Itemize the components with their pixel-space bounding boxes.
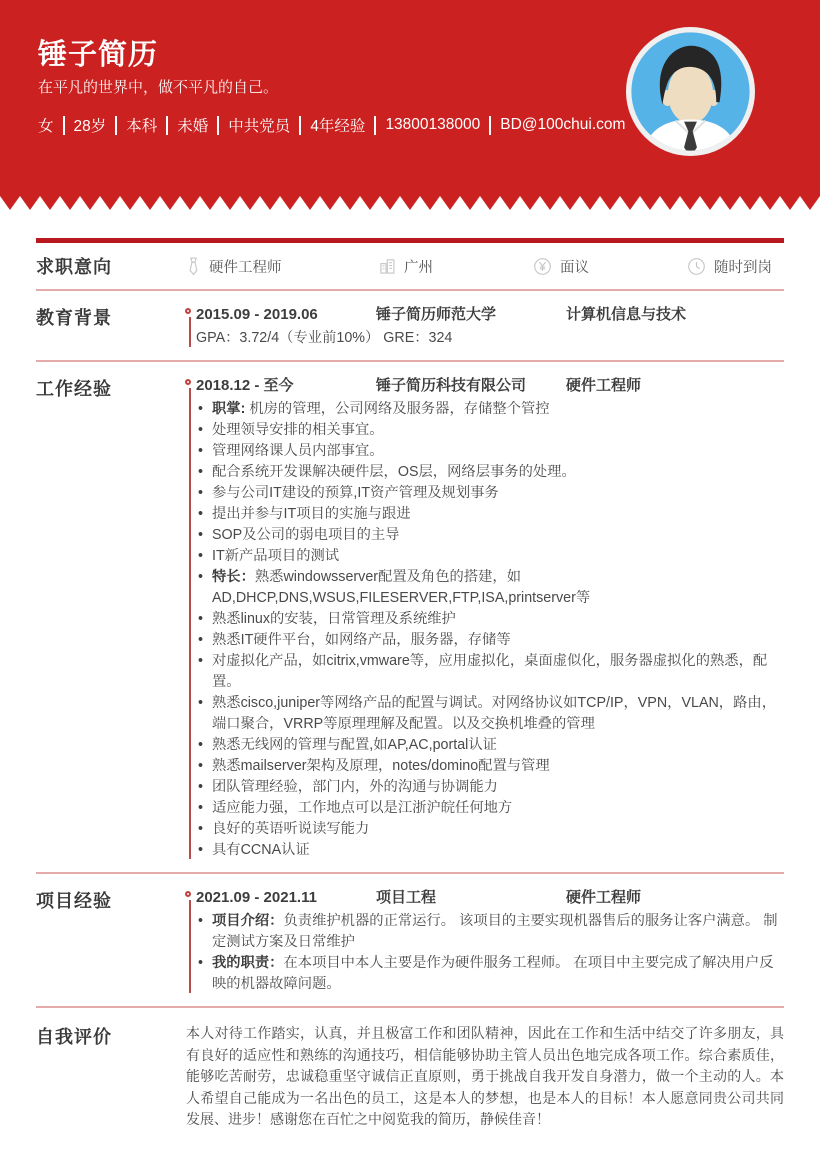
work-bullet bbox=[196, 819, 784, 840]
info-item-phone: 13800138000 bbox=[385, 116, 481, 133]
work-title: 工作经验 bbox=[36, 379, 112, 399]
section-evaluation bbox=[36, 1008, 784, 1131]
work-bullet bbox=[196, 735, 784, 756]
bullet-text: 具有CCNA认证 bbox=[212, 842, 310, 858]
intent-label: 随时到岗 bbox=[714, 259, 772, 276]
work-bullets bbox=[196, 399, 784, 861]
work-bullet bbox=[196, 525, 784, 546]
info-item-age: 28岁 bbox=[73, 118, 107, 135]
timeline-line bbox=[189, 900, 191, 993]
timeline-line bbox=[189, 317, 191, 347]
timeline-dot bbox=[185, 379, 191, 385]
work-bullet bbox=[196, 441, 784, 462]
bullet-text: 熟悉IT硬件平台，如网络产品，服务器，存储等 bbox=[212, 632, 511, 648]
intent-items bbox=[186, 256, 784, 277]
avatar-image bbox=[626, 27, 755, 156]
tie-icon bbox=[186, 257, 201, 276]
bullet-text: 熟悉linux的安装，日常管理及系统维护 bbox=[212, 611, 456, 627]
work-period: 2018.12 - 至今 bbox=[196, 377, 294, 394]
bullet-text: 熟悉cisco,juniper等网络产品的配置与调试。对网络协议如TCP/IP，VPN，VLAN，路由，端口聚合，VRRP等原理理解及配置。以及交换机堆叠的管理 bbox=[212, 695, 776, 732]
work-bullet bbox=[196, 567, 784, 609]
work-bullet bbox=[196, 777, 784, 798]
bullet-text: 负责维护机器的正常运行。 该项目的主要实现机器售后的服务让客户满意。 制定测试方案及日常维护 bbox=[212, 913, 778, 950]
timeline-dot bbox=[185, 308, 191, 314]
bullet-text: 在本项目中本人主要是作为硬件服务工程师。 在项目中主要完成了解决用户反映的机器故障问题。 bbox=[212, 955, 774, 992]
project-title: 项目经验 bbox=[36, 891, 112, 911]
project-timeline bbox=[186, 887, 784, 995]
project-name: 项目工程 bbox=[376, 889, 437, 906]
info-item-party: 中共党员 bbox=[228, 118, 291, 135]
info-divider bbox=[166, 116, 168, 135]
bullet-text: IT新产品项目的测试 bbox=[212, 548, 340, 564]
bullet-text: SOP及公司的弱电项目的主导 bbox=[212, 527, 400, 543]
info-item-marital: 未婚 bbox=[177, 118, 209, 135]
work-bullet bbox=[196, 483, 784, 504]
resume-slogan: 在平凡的世界中，做不平凡的自己。 bbox=[38, 79, 279, 96]
intent-label: 面议 bbox=[560, 259, 589, 276]
zigzag-border bbox=[0, 196, 820, 210]
bullet-text: 参与公司IT建设的预算,IT资产管理及规划事务 bbox=[212, 485, 499, 501]
work-bullet bbox=[196, 798, 784, 819]
work-entry-head bbox=[196, 375, 784, 396]
bullet-text: 适应能力强，工作地点可以是江浙沪皖任何地方 bbox=[212, 800, 513, 816]
personal-info-row bbox=[38, 114, 625, 136]
avatar bbox=[626, 27, 755, 156]
section-project bbox=[36, 874, 784, 1008]
education-period: 2015.09 - 2019.06 bbox=[196, 306, 318, 323]
yuan-icon bbox=[533, 257, 552, 276]
info-divider bbox=[489, 116, 491, 135]
work-bullet bbox=[196, 756, 784, 777]
intent-label: 广州 bbox=[404, 259, 433, 276]
project-period: 2021.09 - 2021.11 bbox=[196, 889, 317, 906]
work-bullet bbox=[196, 462, 784, 483]
bullet-text: 提出并参与IT项目的实施与跟进 bbox=[212, 506, 411, 522]
work-bullet bbox=[196, 420, 784, 441]
project-bullets bbox=[196, 911, 784, 995]
intent-title: 求职意向 bbox=[36, 257, 112, 277]
intent-item-availability bbox=[687, 256, 784, 277]
work-bullet bbox=[196, 609, 784, 630]
work-bullet bbox=[196, 693, 784, 735]
work-company: 锤子简历科技有限公司 bbox=[376, 377, 527, 394]
work-bullet bbox=[196, 840, 784, 861]
bullet-text: 熟悉windowsserver配置及角色的搭建，如AD,DHCP,DNS,WSUS,FILESERVER,FTP,ISA,printserver等 bbox=[212, 569, 591, 606]
education-major: 计算机信息与技术 bbox=[566, 306, 687, 323]
education-timeline bbox=[186, 304, 784, 349]
bullet-lead: 我的职责： bbox=[212, 955, 284, 971]
project-bullet bbox=[196, 911, 784, 953]
info-divider bbox=[115, 116, 117, 135]
bullet-lead: 特长： bbox=[212, 569, 255, 585]
intent-label: 硬件工程师 bbox=[209, 259, 282, 276]
intent-item-position bbox=[186, 256, 379, 277]
work-bullet bbox=[196, 630, 784, 651]
section-work bbox=[36, 362, 784, 874]
main-content bbox=[0, 238, 820, 1131]
timeline-line bbox=[189, 388, 191, 859]
education-detail: GPA：3.72/4（专业前10%） GRE：324 bbox=[196, 330, 453, 346]
info-divider bbox=[217, 116, 219, 135]
bullet-text: 对虚拟化产品，如citrix,vmware等，应用虚拟化，桌面虚似化，服务器虚拟化的熟悉，配置。 bbox=[212, 653, 768, 690]
info-divider bbox=[63, 116, 65, 135]
timeline-dot bbox=[185, 891, 191, 897]
bullet-text: 处理领导安排的相关事宜。 bbox=[212, 422, 384, 438]
bullet-lead: 项目介绍： bbox=[212, 913, 284, 929]
bullet-text: 熟悉mailserver架构及原理，notes/domino配置与管理 bbox=[212, 758, 550, 774]
building-icon bbox=[379, 257, 396, 275]
work-role: 硬件工程师 bbox=[566, 377, 642, 394]
work-bullet bbox=[196, 504, 784, 525]
info-item-email: BD@100chui.com bbox=[500, 116, 626, 133]
info-divider bbox=[374, 116, 376, 135]
work-bullet bbox=[196, 399, 784, 420]
resume-name: 锤子简历 bbox=[38, 39, 159, 71]
work-bullet bbox=[196, 651, 784, 693]
project-entry-head bbox=[196, 887, 784, 908]
clock-icon bbox=[687, 257, 706, 276]
info-item-experience: 4年经验 bbox=[310, 118, 366, 135]
project-role: 硬件工程师 bbox=[566, 889, 642, 906]
section-intent bbox=[36, 243, 784, 291]
education-entry-head bbox=[196, 304, 784, 325]
project-bullet bbox=[196, 953, 784, 995]
intent-item-city bbox=[379, 256, 533, 277]
section-education bbox=[36, 291, 784, 362]
bullet-lead: 职掌: bbox=[212, 401, 250, 417]
work-bullet bbox=[196, 546, 784, 567]
bullet-text: 熟悉无线网的管理与配置,如AP,AC,portal认证 bbox=[212, 737, 497, 753]
education-school: 锤子简历师范大学 bbox=[376, 306, 497, 323]
bullet-text: 团队管理经验，部门内，外的沟通与协调能力 bbox=[212, 779, 498, 795]
info-item-degree: 本科 bbox=[126, 118, 158, 135]
evaluation-title: 自我评价 bbox=[36, 1027, 112, 1047]
info-item-gender: 女 bbox=[38, 118, 54, 135]
intent-item-salary bbox=[533, 256, 687, 277]
education-title: 教育背景 bbox=[36, 308, 112, 328]
bullet-text: 管理网络课人员内部事宜。 bbox=[212, 443, 384, 459]
info-divider bbox=[299, 116, 301, 135]
header bbox=[0, 0, 820, 196]
evaluation-text: 本人对待工作踏实，认真，并且极富工作和团队精神，因此在工作和生活中结交了许多朋友，具有良好的适应性和熟练的沟通技巧，相信能够协助主管人员出色地完成各项工作。综合素质佳，能够吃苦耐劳，忠诚稳重坚守诚信正直原则，勇于挑战自我开发自身潜力，做一个主动的人。本人希望自己能成为一名出色的员工，这是本人的梦想，也是本人的目标！本人愿意同贵公司共同发展、进步！感谢您在百忙之中阅览我的简历，静候佳音！ bbox=[186, 1025, 784, 1127]
bullet-text: 配合系统开发课解决硬件层，OS层，网络层事务的处理。 bbox=[212, 464, 576, 480]
bullet-text: 机房的管理，公司网络及服务器，存储整个管控 bbox=[249, 401, 550, 417]
bullet-text: 良好的英语听说读写能力 bbox=[212, 821, 370, 837]
work-timeline bbox=[186, 375, 784, 861]
